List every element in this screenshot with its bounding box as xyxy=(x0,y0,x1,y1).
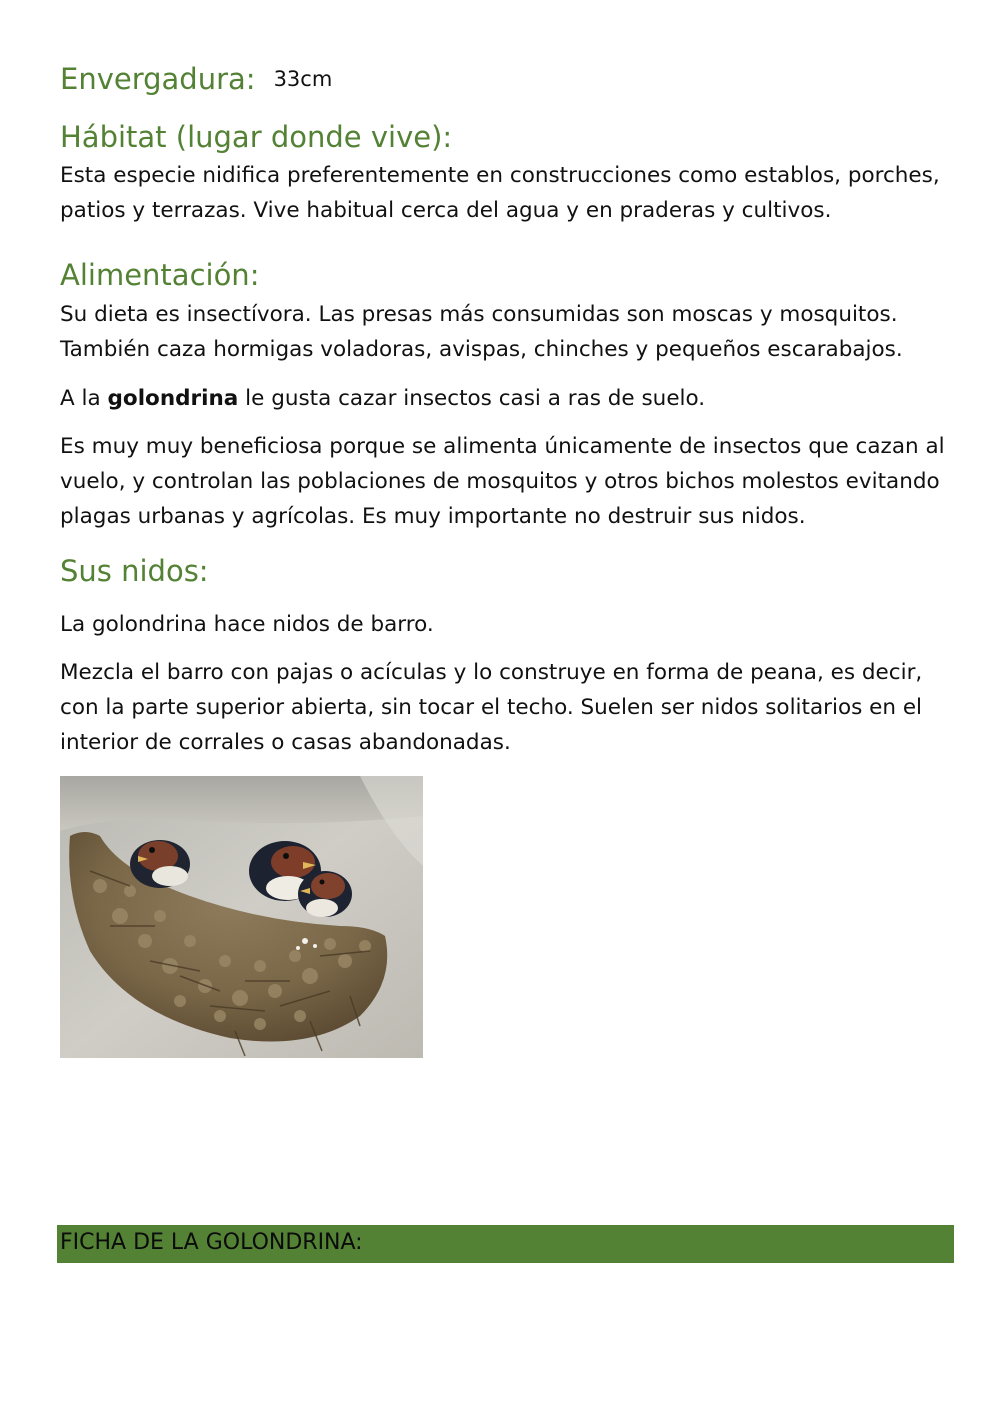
swallow-chick-left xyxy=(130,840,190,888)
alimentacion-heading: Alimentación: xyxy=(60,258,260,292)
alimentacion-paragraph-diet: Su dieta es insectívora. Las presas más consumidas son moscas y mosquitos. También caza hormigas voladoras, avispas, chinches y pequeños escarabajos. xyxy=(60,302,903,362)
alimentacion-hunting-prefix: A la xyxy=(60,386,108,411)
envergadura-label: Envergadura: xyxy=(60,62,256,96)
swallow-chick-right xyxy=(298,871,352,917)
nidos-paragraph-mud: La golondrina hace nidos de barro. xyxy=(60,612,434,637)
envergadura-value: 33cm xyxy=(273,67,333,91)
habitat-heading: Hábitat (lugar donde vive): xyxy=(60,120,453,154)
nidos-paragraph-construction: Mezcla el barro con pajas o acículas y lo construye en forma de peana, es decir, con la parte superior abierta, sin tocar el techo. Suelen ser nidos solitarios en el interior de corrales o casas abandonadas. xyxy=(60,660,923,755)
alimentacion-paragraph-hunting xyxy=(60,381,960,416)
habitat-paragraph: Esta especie nidifica preferentemente en construcciones como establos, porches, patios y terrazas. Vive habitual cerca del agua y en praderas y cultivos. xyxy=(60,163,940,223)
nidos-heading: Sus nidos: xyxy=(60,554,209,588)
alimentacion-hunting-suffix: le gusta cazar insectos casi a ras de suelo. xyxy=(238,386,706,411)
envergadura-heading xyxy=(60,62,332,97)
alimentacion-paragraph-benefits: Es muy muy beneficiosa porque se alimenta únicamente de insectos que cazan al vuelo, y controlan las poblaciones de mosquitos y otros bichos molestos evitando plagas urbanas y agrícolas. Es muy importante no destruir sus nidos. xyxy=(60,434,945,529)
ficha-banner-label: FICHA DE LA GOLONDRINA: xyxy=(60,1230,363,1255)
swallow-nest-illustration xyxy=(60,776,423,1058)
swallow-nest-photo xyxy=(60,776,423,1058)
ficha-banner xyxy=(57,1225,954,1263)
golondrina-bold-term: golondrina xyxy=(107,386,239,411)
